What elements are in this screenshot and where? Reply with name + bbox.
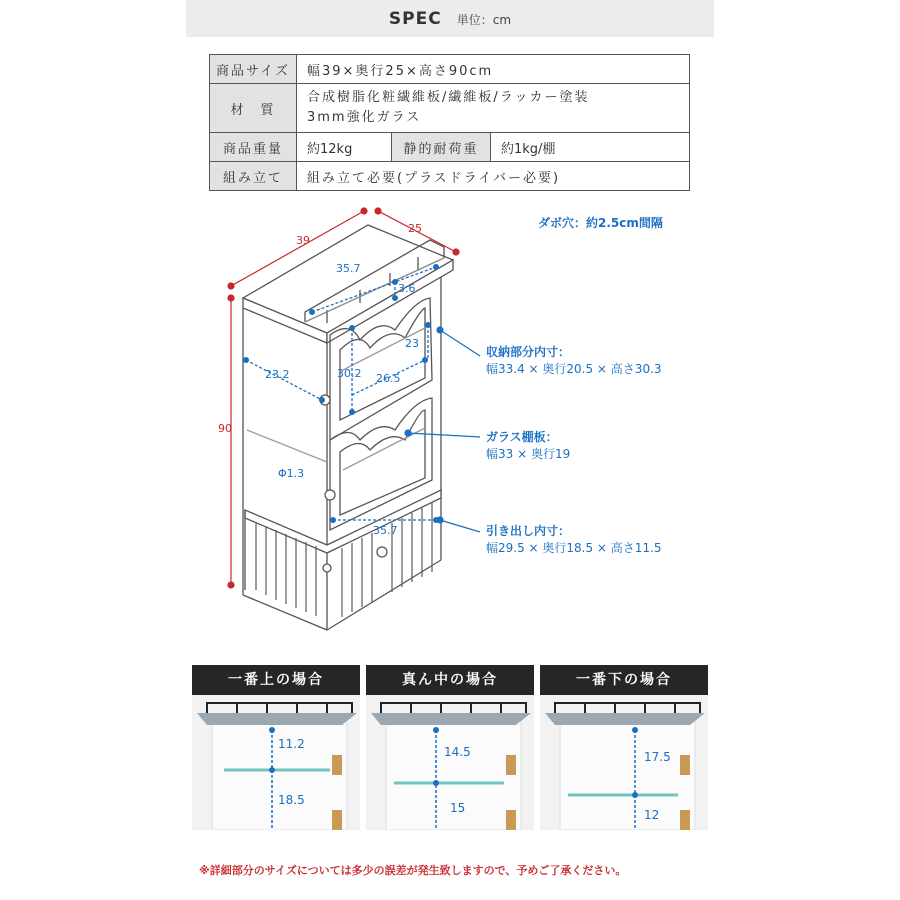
shelf-photo-drawing: [540, 695, 708, 830]
material-line-1: 合成樹脂化粧繊維板/繊維板/ラッカー塗装: [307, 90, 590, 105]
dim-30-2: 30.2: [337, 367, 362, 380]
dim-35-7-bottom: 35.7: [373, 524, 398, 537]
size-value: 幅39×奥行25×高さ90cm: [297, 55, 690, 84]
photo-title: 一番上の場合: [192, 665, 360, 695]
photo-panel-top: [192, 665, 360, 830]
drawer-callout: [486, 522, 662, 556]
shelf-photo: [192, 695, 360, 830]
photo-panel-bottom: [540, 665, 708, 830]
glass-title: ガラス棚板：: [486, 430, 558, 444]
upper-height: 11.2: [278, 737, 305, 751]
weight-label: 商品重量: [210, 133, 297, 162]
spec-title: SPEC: [388, 9, 442, 29]
drawer-value: 幅29.5 × 奥行18.5 × 高さ11.5: [486, 541, 662, 555]
dim-phi: Φ1.3: [278, 467, 305, 480]
dim-23: 23: [405, 337, 419, 350]
photo-title: 一番下の場合: [540, 665, 708, 695]
footnote: ※詳細部分のサイズについては多少の誤差が発生致しますので、予めご了承ください。: [199, 864, 627, 877]
assembly-label: 組み立て: [210, 162, 297, 191]
width-dim: 39: [296, 234, 310, 247]
size-label: 商品サイズ: [210, 55, 297, 84]
glass-callout: [486, 428, 570, 462]
storage-title: 収納部分内寸：: [486, 345, 571, 359]
material-label: 材 質: [210, 84, 297, 133]
storage-callout: [486, 343, 662, 377]
depth-dim: 25: [408, 222, 422, 235]
photo-panel-middle: [366, 665, 534, 830]
glass-value: 幅33 × 奥行19: [486, 447, 571, 461]
dim-3-6: 3.6: [398, 282, 416, 295]
upper-height: 14.5: [444, 745, 471, 759]
assembly-value: 組み立て必要(プラスドライバー必要): [297, 162, 690, 191]
dim-23-2: 23.2: [265, 368, 290, 381]
unit-label: 単位：cm: [456, 13, 512, 27]
drawer-title: 引き出し内寸：: [486, 524, 571, 538]
shelf-photo-drawing: [192, 695, 360, 830]
height-dim: 90: [218, 422, 232, 435]
dim-35-7-top: 35.7: [336, 262, 361, 275]
lower-height: 12: [644, 808, 660, 822]
shelf-photo: [366, 695, 534, 830]
material-line-2: 3mm強化ガラス: [307, 110, 422, 125]
photo-title: 真ん中の場合: [366, 665, 534, 695]
shelf-photo: [540, 695, 708, 830]
lower-height: 18.5: [278, 793, 305, 807]
storage-value: 幅33.4 × 奥行20.5 × 高さ30.3: [486, 362, 662, 376]
dowel-note: ダボ穴：約2.5cm間隔: [538, 216, 663, 230]
weight-value: 約12kg: [297, 133, 392, 162]
dim-26-5: 26.5: [376, 372, 401, 385]
load-label: 静的耐荷重: [392, 133, 491, 162]
load-value: 約1kg/棚: [491, 133, 690, 162]
lower-height: 15: [450, 801, 466, 815]
upper-height: 17.5: [644, 750, 671, 764]
